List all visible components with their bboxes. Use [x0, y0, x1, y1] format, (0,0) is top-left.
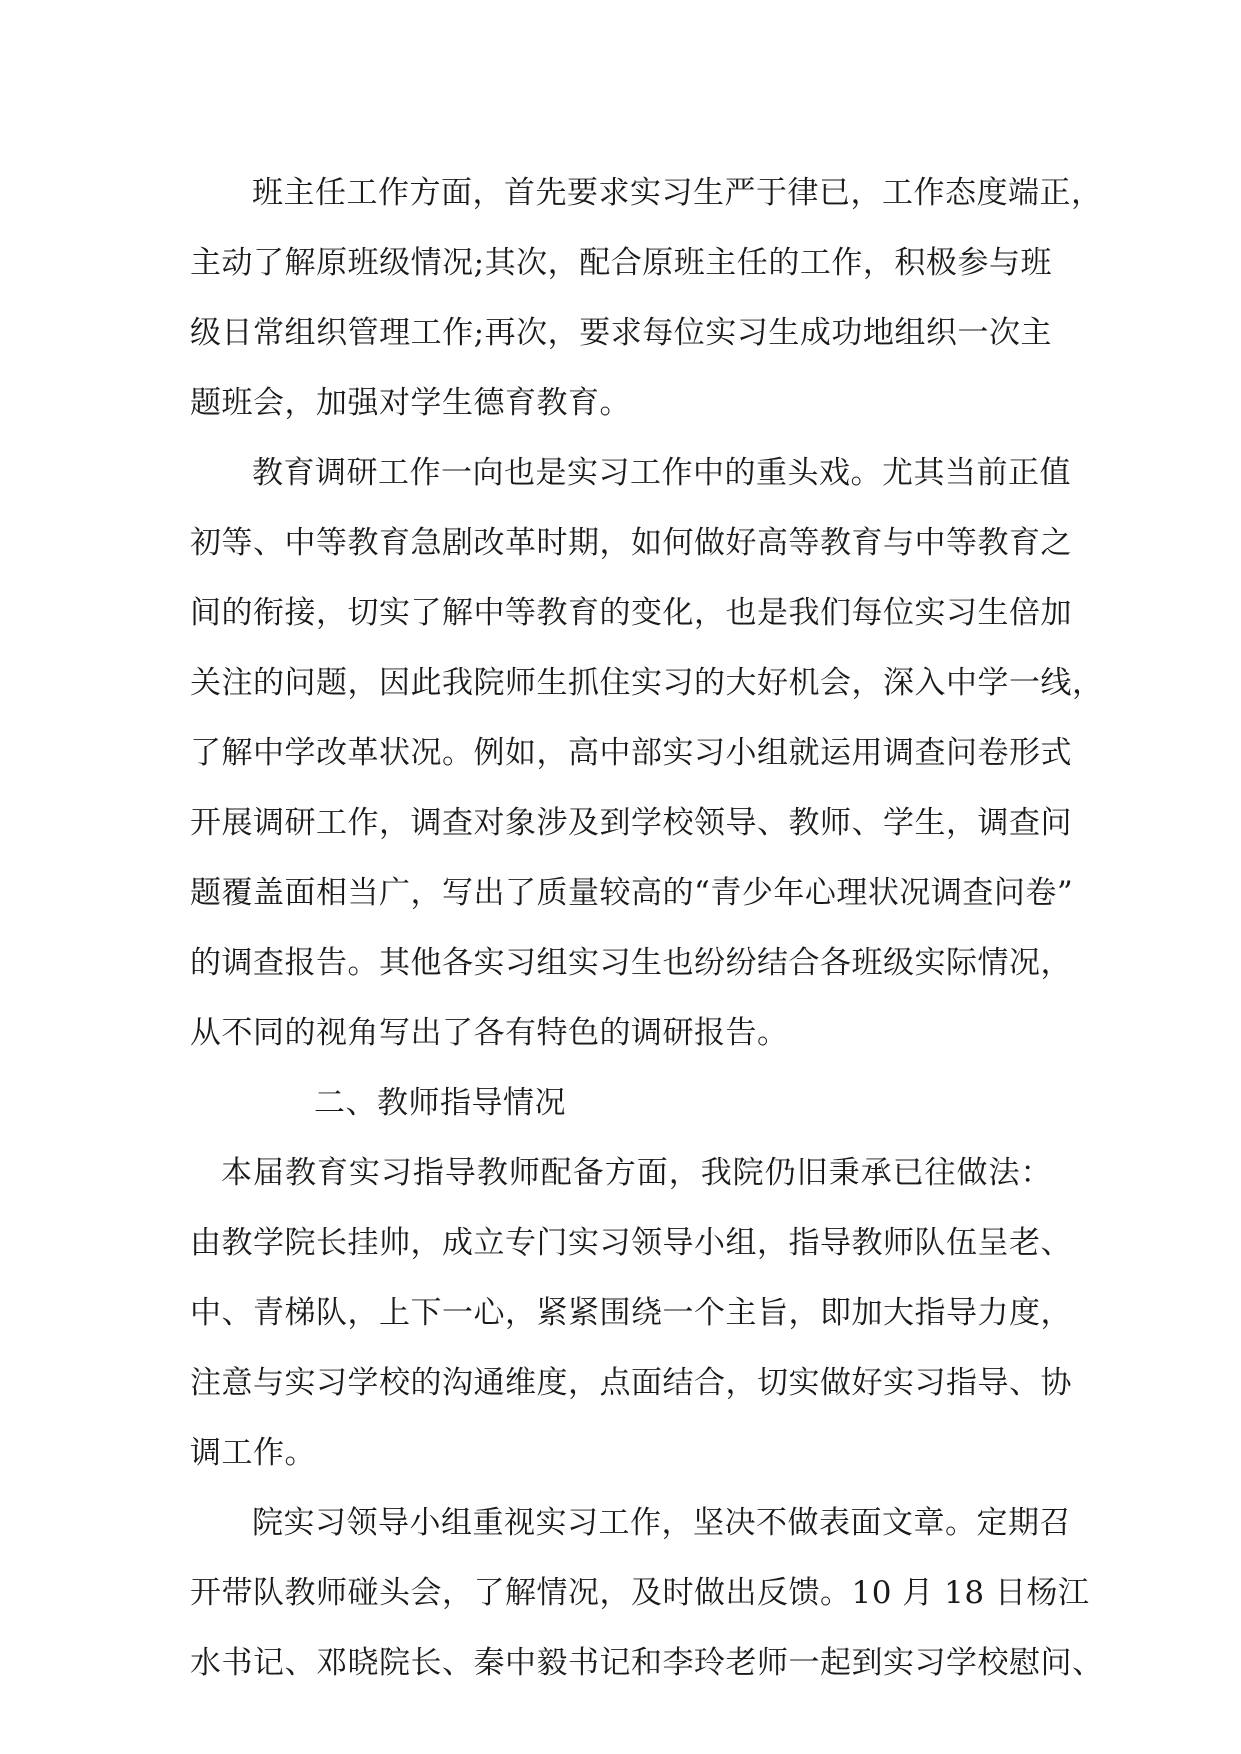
text-line: 题班会，加强对学生德育教育。 — [190, 385, 631, 421]
text-line: 水书记、邓晓院长、秦中毅书记和李玲老师一起到实习学校慰问、 — [190, 1645, 1104, 1681]
text-line: 班主任工作方面，首先要求实习生严于律已，工作态度端正， — [252, 175, 1103, 211]
text-line: 题覆盖面相当广，写出了质量较高的“青少年心理状况调查问卷” — [190, 875, 1074, 911]
text-line: 院实习领导小组重视实习工作，坚决不做表面文章。定期召 — [252, 1505, 1071, 1541]
text-line: 的调查报告。其他各实习组实习生也纷纷结合各班级实际情况， — [190, 945, 1072, 981]
text-line: 由教学院长挂帅，成立专门实习领导小组，指导教师队伍呈老、 — [190, 1225, 1072, 1261]
text-line: 教育调研工作一向也是实习工作中的重头戏。尤其当前正值 — [252, 455, 1071, 491]
document-body — [190, 158, 1104, 1698]
text-line: 了解中学改革状况。例如，高中部实习小组就运用调查问卷形式 — [190, 735, 1072, 771]
paragraph-head-teacher-work — [190, 158, 1103, 438]
section-heading: 二、教师指导情况 — [314, 1085, 566, 1121]
text-line: 注意与实习学校的沟通维度，点面结合，切实做好实习指导、协 — [190, 1365, 1072, 1401]
text-line: 初等、中等教育急剧改革时期，如何做好高等教育与中等教育之 — [190, 525, 1072, 561]
text-line: 从不同的视角写出了各有特色的调研报告。 — [190, 1015, 789, 1051]
text-line: 开展调研工作，调查对象涉及到学校领导、教师、学生，调查问 — [190, 805, 1072, 841]
text-line: 级日常组织管理工作;再次，要求每位实习生成功地组织一次主 — [190, 315, 1052, 351]
paragraph-teacher-allocation — [190, 1138, 1072, 1488]
paragraph-leadership-group — [190, 1488, 1104, 1698]
text-line: 本届教育实习指导教师配备方面，我院仍旧秉承已往做法： — [221, 1155, 1052, 1191]
text-line: 中、青梯队，上下一心，紧紧围绕一个主旨，即加大指导力度， — [190, 1295, 1072, 1331]
text-line: 间的衔接，切实了解中等教育的变化，也是我们每位实习生倍加 — [190, 595, 1072, 631]
paragraph-education-research — [190, 438, 1104, 1068]
text-line: 主动了解原班级情况;其次，配合原班主任的工作，积极参与班 — [190, 245, 1052, 281]
text-line: 开带队教师碰头会，了解情况，及时做出反馈。10 月 18 日杨江 — [190, 1575, 1090, 1611]
text-line: 关注的问题，因此我院师生抓住实习的大好机会，深入中学一线， — [190, 665, 1104, 701]
text-line: 调工作。 — [190, 1435, 316, 1471]
